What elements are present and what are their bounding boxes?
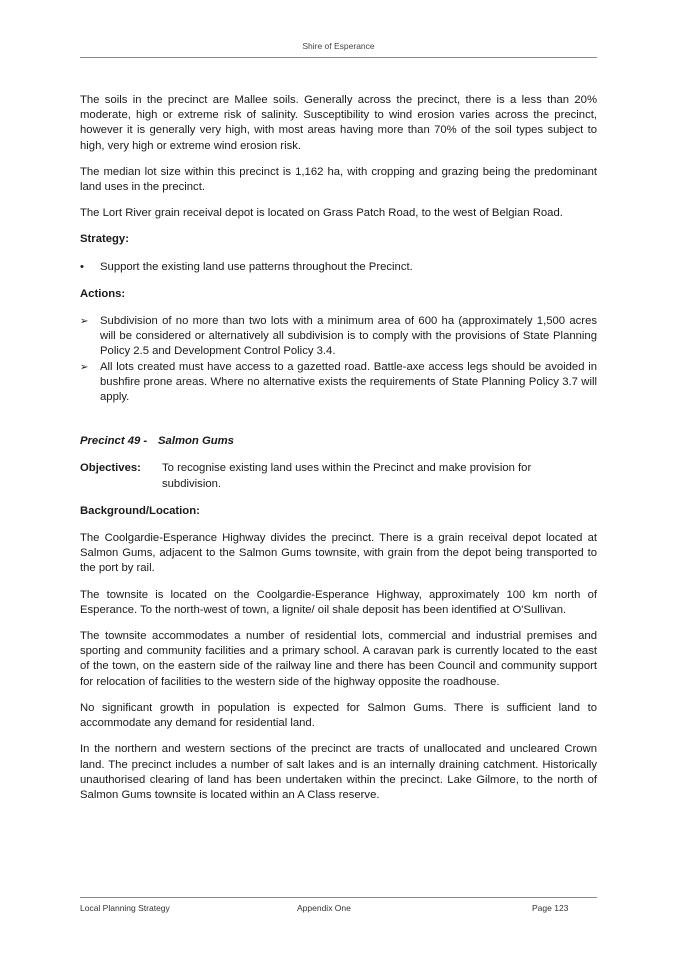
precinct-number: Precinct 49 -	[80, 435, 148, 448]
background-paragraph-facilities: The townsite accommodates a number of residential lots, commercial and industrial premises and sporting and community facilities and a primary school. A caravan park is currently located to the east of the town, on the eastern side of the railway line and there has been Council and community support for relocation of facilities to the western side of the highway opposite the roadhouse.	[80, 630, 597, 688]
bullet-icon: •	[80, 260, 84, 273]
strategy-item-text: Support the existing land use patterns throughout the Precinct.	[100, 260, 413, 273]
action-item-text: Subdivision of no more than two lots with a minimum area of 600 ha (approximately 1,500 acres will be considered or alternatively all subdivision is to comply with the provisions of State Planning Policy 2.5 and Development Control Policy 3.4.	[100, 315, 597, 358]
actions-list	[80, 314, 597, 405]
precinct-title	[80, 434, 597, 449]
arrow-bullet-icon: ➢	[80, 316, 89, 328]
background-paragraph-townsite: The townsite is located on the Coolgardie-Esperance Highway, approximately 100 km north of Esperance. To the north-west of town, a lignite/ oil shale deposit has been identified at O'Sullivan.	[80, 588, 597, 616]
footer-divider	[80, 897, 597, 898]
background-paragraph-highway: The Coolgardie-Esperance Highway divides the precinct. There is a grain receival depot located at Salmon Gums, adjacent to the Salmon Gums townsite, with grain from the depot being transported to the port by rail.	[80, 532, 597, 575]
precinct-name: Salmon Gums	[158, 435, 234, 448]
action-item	[80, 360, 597, 406]
strategy-list	[80, 260, 597, 275]
actions-heading: Actions:	[80, 287, 126, 300]
action-item	[80, 314, 597, 360]
footer-document-title: Local Planning Strategy	[80, 903, 170, 913]
objectives-label: Objectives:	[80, 462, 141, 475]
objectives-text: To recognise existing land uses within the Precinct and make provision for subdivision.	[162, 462, 532, 490]
intro-paragraph-lot-size: The median lot size within this precinct is 1,162 ha, with cropping and grazing being the predominant land uses in the precinct.	[80, 165, 597, 194]
background-heading: Background/Location:	[80, 504, 200, 517]
intro-paragraph-soils: The soils in the precinct are Mallee soils. Generally across the precinct, there is a less than 20% moderate, high or extreme risk of salinity. Susceptibility to wind erosion varies across the precinct, however it is generally very high, with most areas having more than 70% of the soil types subject to high, very high or extreme wind erosion risk.	[80, 94, 597, 152]
objectives-block	[80, 461, 597, 491]
strategy-heading: Strategy:	[80, 233, 129, 246]
page-header: Shire of Esperance	[302, 41, 375, 51]
action-item-text: All lots created must have access to a gazetted road. Battle-axe access legs should be avoided in bushfire prone areas. Where no alternative exists the requirements of State Planning Policy 3.7 will apply.	[100, 360, 597, 404]
page-content	[80, 93, 597, 814]
background-paragraph-crown-land: In the northern and western sections of the precinct are tracts of unallocated and uncleared Crown land. The precinct includes a number of salt lakes and is an internally draining catchment. Historically unauthorised clearing of land has been undertaken within the precinct. Lake Gilmore, to the north of Salmon Gums townsite is located within an A Class reserve.	[80, 743, 597, 801]
footer-section: Appendix One	[297, 903, 351, 913]
strategy-item	[80, 260, 597, 275]
header-divider	[80, 57, 597, 58]
footer-page-number: Page 123	[532, 903, 569, 913]
intro-paragraph-grain-depot: The Lort River grain receival depot is located on Grass Patch Road, to the west of Belgian Road.	[80, 207, 563, 220]
background-paragraph-growth: No significant growth in population is expected for Salmon Gums. There is sufficient land to accommodate any demand for residential land.	[80, 701, 597, 730]
arrow-bullet-icon: ➢	[80, 361, 89, 373]
